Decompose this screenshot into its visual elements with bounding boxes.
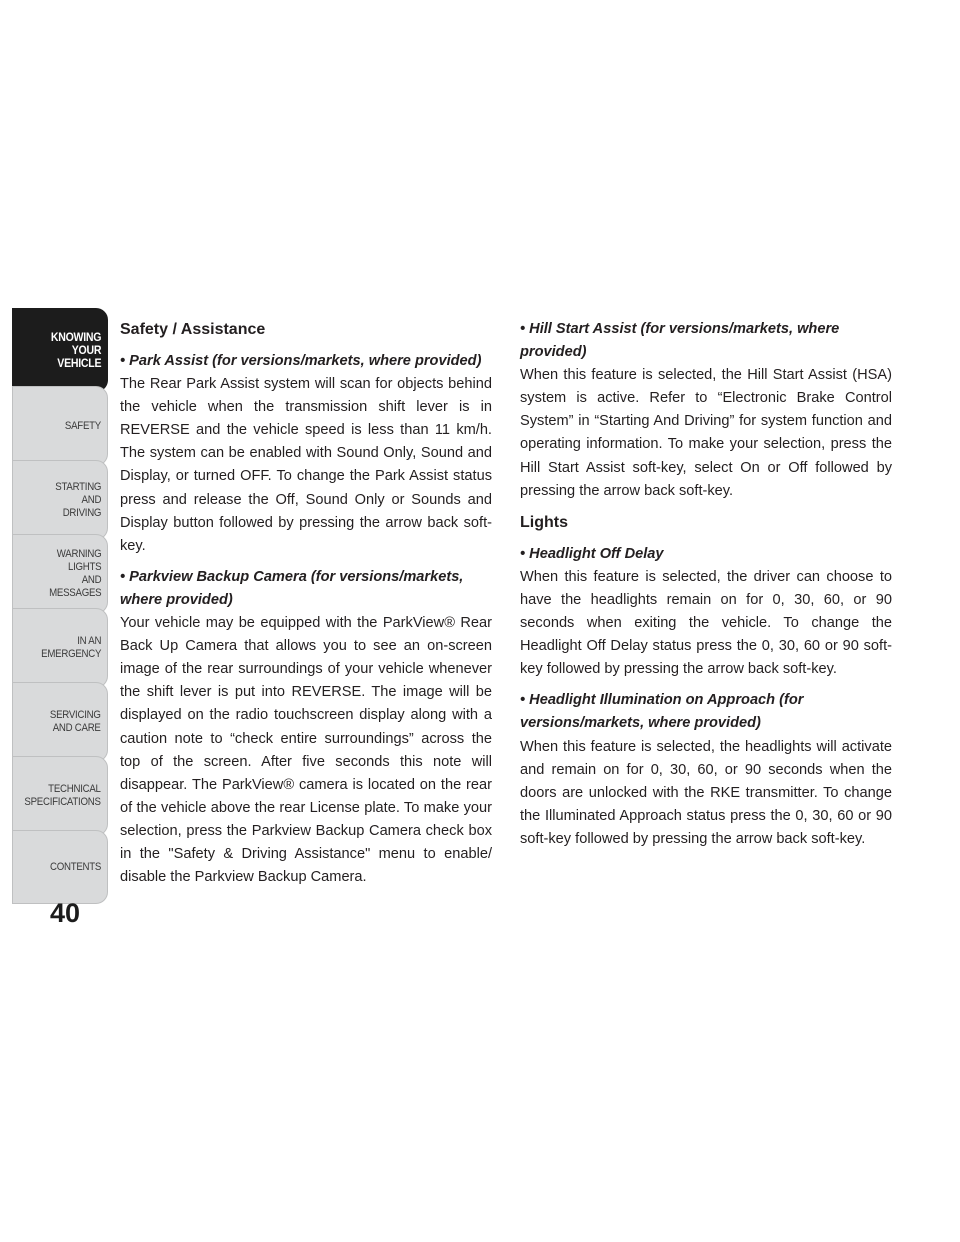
park-assist-section xyxy=(120,350,492,558)
tab-in-an-emergency[interactable] xyxy=(12,608,108,688)
tab-technical-specifications[interactable] xyxy=(12,756,108,836)
tab-label: STARTING AND DRIVING xyxy=(55,480,101,519)
hill-start-section xyxy=(520,318,892,503)
section-heading-safety-assistance: Safety / Assistance xyxy=(120,321,266,338)
hill-start-body: When this feature is selected, the Hill Start Assist (HSA) system is active. Refer to “Electronic Brake Control System” in “Starting And Driving” for system function and operating information. To make your selection, press the Hill Start Assist soft-key, select On or Off followed by pressing the arrow back soft-key. xyxy=(520,367,892,499)
section-heading-lights: Lights xyxy=(520,513,568,531)
tab-safety[interactable] xyxy=(12,386,108,466)
tab-knowing-your-vehicle[interactable] xyxy=(12,308,108,392)
tab-servicing-and-care[interactable] xyxy=(12,682,108,762)
tab-label: IN AN EMERGENCY xyxy=(40,635,101,660)
headlight-off-delay-body: When this feature is selected, the driver can choose to have the headlights remain on for 0, 30, 60, or 90 seconds when exiting the vehicle. To change the Headlight Off Delay status press the 0, 30, 60 or 90 soft-key followed by pressing the arrow back soft-key. xyxy=(520,568,892,678)
tab-label: SERVICING AND CARE xyxy=(50,709,101,734)
tab-label: TECHNICAL SPECIFICATIONS xyxy=(24,783,101,808)
tab-label: WARNING LIGHTS AND MESSAGES xyxy=(48,548,101,599)
parkview-section xyxy=(120,566,492,889)
illumination-approach-title: • Headlight Illumination on Approach (for versions/markets, where provided) xyxy=(520,692,804,732)
park-assist-title: • Park Assist (for versions/markets, where provided) xyxy=(120,353,482,369)
tab-starting-and-driving[interactable] xyxy=(12,460,108,540)
tab-label: KNOWING YOUR VEHICLE xyxy=(50,329,101,370)
tab-label: CONTENTS xyxy=(49,860,101,873)
headlight-off-delay-title: • Headlight Off Delay xyxy=(520,545,664,562)
tab-label: SAFETY xyxy=(64,419,101,432)
tab-contents[interactable] xyxy=(12,830,108,904)
right-column xyxy=(520,318,892,859)
illumination-approach-section xyxy=(520,689,892,851)
parkview-title: • Parkview Backup Camera (for versions/markets, where provided) xyxy=(120,568,464,608)
parkview-body: Your vehicle may be equipped with the ParkView® Rear Back Up Camera that allows you to see an on-screen image of the rear surroundings of your vehicle whenever the shift lever is put into REVERSE. The image will be displayed on the radio touchscreen display along with a caution note to “check entire surroundings” across the top of the screen. After five seconds this note will disappear. The ParkView® camera is located on the rear of the vehicle above the rear License plate. To make your selection, press the Parkview Backup Camera check box in the "Safety & Driving Assistance" menu to enable/ disable the Parkview Backup Camera. xyxy=(120,615,492,886)
headlight-off-delay-section xyxy=(520,543,892,682)
park-assist-body: The Rear Park Assist system will scan for objects behind the vehicle when the transmission shift lever is in REVERSE and the vehicle speed is less than 11 km/h. The system can be enabled with Sound Only, Sound and Display, or turned OFF. To change the Park Assist status press and release the Off, Sound Only or Sounds and Display button followed by pressing the arrow back soft-key. xyxy=(120,376,492,554)
left-column xyxy=(120,318,492,897)
hill-start-title: • Hill Start Assist (for versions/markets, where provided) xyxy=(520,321,840,361)
tab-warning-lights-and-messages[interactable] xyxy=(12,534,108,614)
page-number: 40 xyxy=(49,898,81,928)
illumination-approach-body: When this feature is selected, the headlights will activate and remain on for 0, 30, 60, or 90 seconds when the doors are unlocked with the RKE transmitter. To change the Illuminated Approach status press the 0, 30, 60 or 90 soft-key followed by pressing the arrow back soft-key. xyxy=(520,738,892,847)
